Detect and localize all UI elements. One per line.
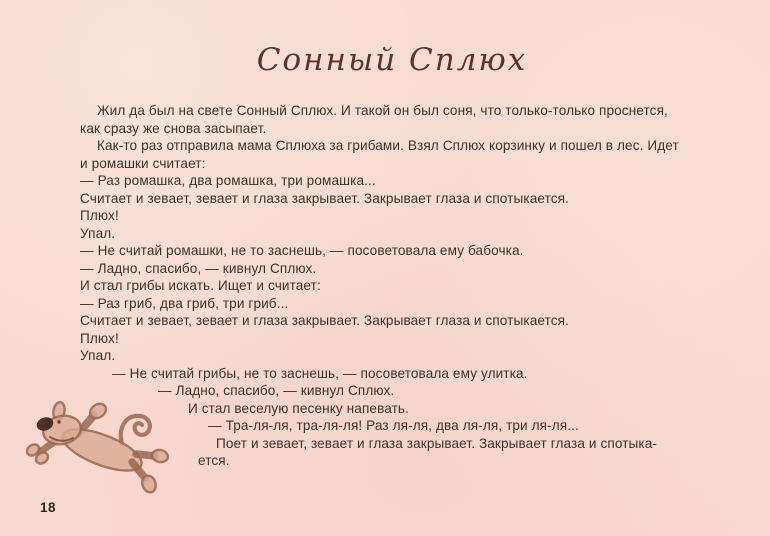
dog-left-leg [25,442,54,466]
story-line: ется. [198,453,230,468]
story-line: Плюх! [80,330,119,346]
story-line: Считает и зевает, зевает и глаза закрывает. Закрывает глаза и спотыкается. [80,190,569,206]
story-line: Жил да был на свете Сонный Сплюх. И такой он был соня, что только-только проснется, [97,103,668,118]
story-line: И стал веселую песенку напевать. [188,400,409,416]
dog-eye [57,420,60,423]
dog-illustration [20,400,172,508]
dog-rear-leg [132,462,158,494]
story-line: — Тра-ля-ля, тра-ля-ля! Раз ля-ля, два ля-ля, три ля-ля... [208,418,579,433]
story-line: как сразу же снова засыпает. [80,120,267,136]
story-text [80,102,720,470]
story-line: и ромашки считает: [80,155,206,171]
story-line: Упал. [80,348,116,363]
story-line: Поет и зевает, зевает и глаза закрывает. Закрывает глаза и спотыка- [216,435,658,451]
story-line: — Не считай грибы, не то заснешь, — посоветовала ему улитка. [112,365,528,381]
story-line: Плюх! [80,208,119,223]
story-line: — Ладно, спасибо, — кивнул Сплюх. [158,383,395,398]
story-line: Как-то раз отправила мама Сплюха за грибами. Взял Сплюх корзинку и пошел в лес. Идет [97,138,679,153]
story-line: — Не считай ромашки, не то заснешь, — посоветовала ему бабочка. [80,243,524,258]
dog-tail [121,416,150,444]
story-line: — Раз гриб, два гриб, три гриб... [80,295,289,311]
story-line: — Ладно, спасибо, — кивнул Сплюх. [80,260,317,276]
story-line: Считает и зевает, зевает и глаза закрывает. Закрывает глаза и спотыкается. [80,313,569,328]
story-title: Сонный Сплюх [256,42,528,78]
page-number: 18 [40,500,57,515]
story-line: Упал. [80,225,116,241]
story-line: — Раз ромашка, два ромашка, три ромашка... [80,173,376,188]
story-line: И стал грибы искать. Ищет и считает: [80,278,321,293]
